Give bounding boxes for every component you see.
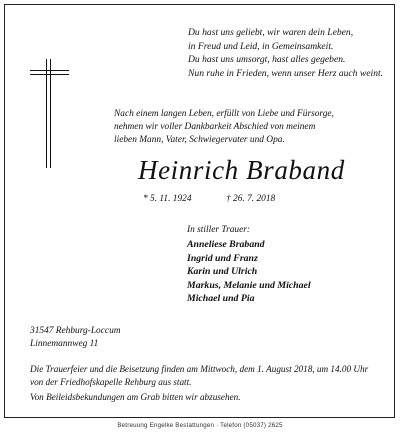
mourner-name: Michael und Pia	[187, 293, 255, 304]
address	[30, 325, 121, 351]
mourners-list	[187, 238, 311, 306]
intro-line: lieben Mann, Vater, Schwiegervater und Opa.	[114, 135, 285, 145]
mourner-name: Markus, Melanie und Michael	[187, 279, 311, 291]
address-line: 31547 Rehburg-Loccum	[30, 326, 121, 336]
address-line: Linnemannweg 11	[30, 339, 99, 349]
mourners-intro: In stiller Trauer:	[187, 225, 251, 235]
footer-credit: Betreuung Engelke Bestattungen · Telefon (05037) 2625	[117, 422, 283, 429]
poem-line: Du hast uns umsorgt, hast alles gegeben.	[188, 54, 346, 65]
mourner-name: Anneliese Braband	[187, 239, 265, 250]
funeral-notice: Die Trauerfeier und die Beisetzung finden am Mittwoch, dem 1. August 2018, um 14.00 Uhr von der Friedhofskapelle Rehburg aus statt.	[30, 364, 369, 387]
poem-line: Nun ruhe in Frieden, wenn unser Herz auch weint.	[188, 67, 384, 79]
deceased-name: Heinrich Braband	[138, 155, 345, 185]
intro-line: nehmen wir voller Dankbarkeit Abschied von meinem	[114, 122, 316, 132]
intro-line: Nach einem langen Leben, erfüllt von Liebe und Fürsorge,	[114, 109, 334, 119]
poem	[188, 26, 383, 80]
mourner-name: Karin und Ulrich	[187, 266, 258, 277]
death-date: † 26. 7. 2018	[226, 194, 276, 204]
birth-date: * 5. 11. 1924	[143, 194, 192, 204]
condolence-note: Von Beileidsbekundungen am Grab bitten wir abzusehen.	[30, 392, 241, 402]
poem-line: Du hast uns geliebt, wir waren dein Leben,	[188, 27, 354, 38]
poem-line: in Freud und Leid, in Gemeinsamkeit.	[188, 40, 334, 52]
intro-text	[114, 108, 334, 147]
mourner-name: Ingrid und Franz	[187, 252, 258, 264]
